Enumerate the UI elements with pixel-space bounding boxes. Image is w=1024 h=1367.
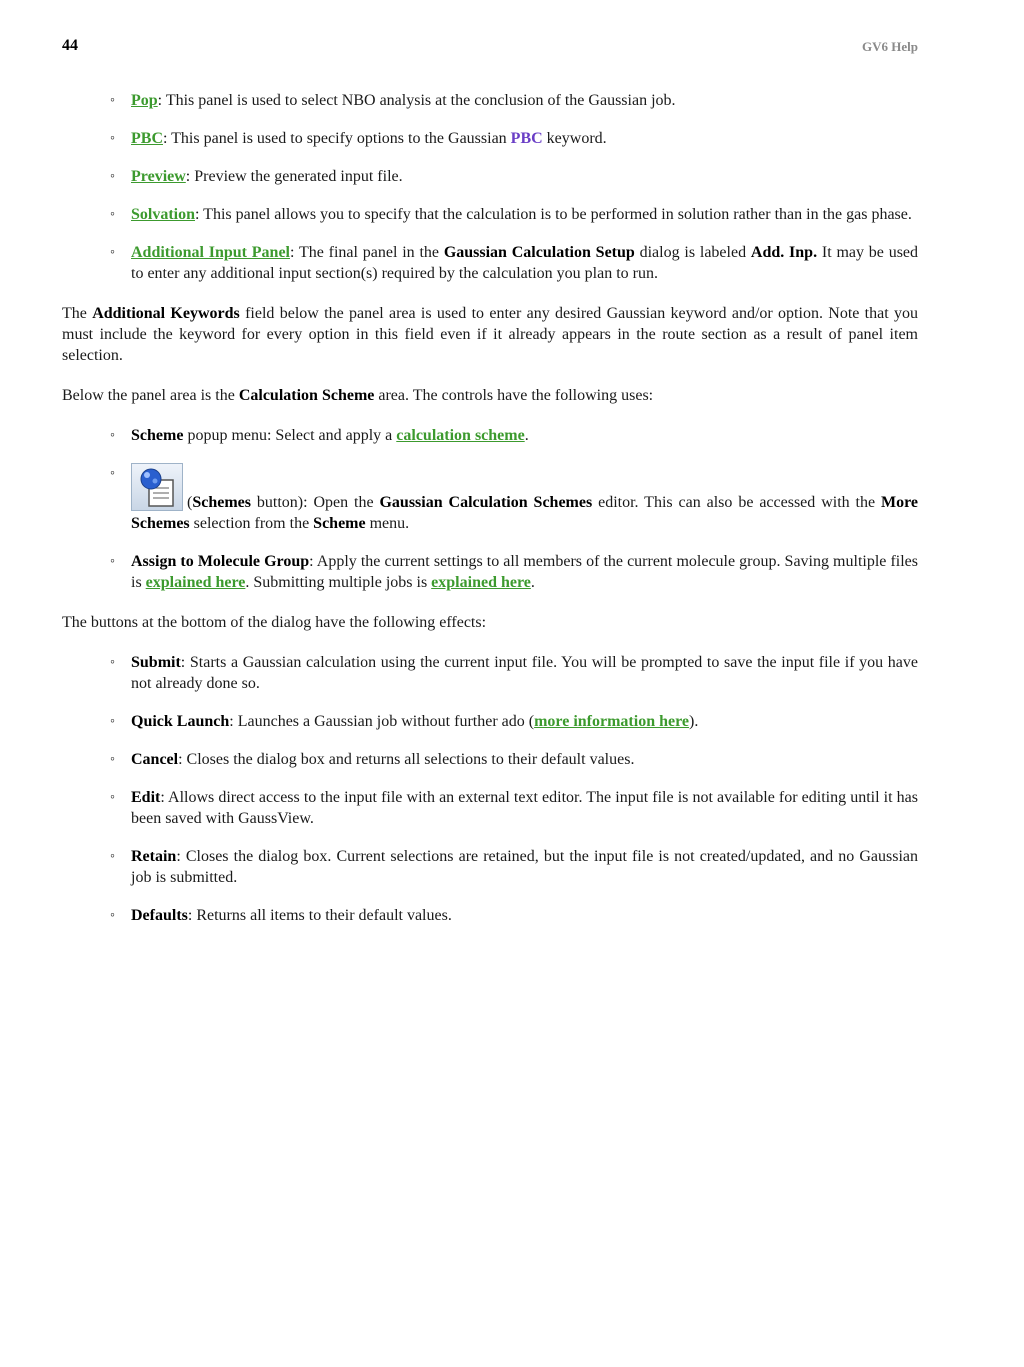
scheme-list (62, 425, 918, 593)
additional-keywords-paragraph (62, 303, 918, 366)
list-item (131, 128, 918, 149)
item-text: editor. This can also be accessed with the (592, 494, 881, 511)
pbc-keyword: PBC (510, 130, 543, 147)
more-information-link[interactable]: more information here (534, 713, 690, 730)
para-text: Below the panel area is the (62, 387, 239, 404)
list-item (131, 551, 918, 593)
list-item (131, 242, 918, 284)
list-item (131, 787, 918, 829)
bold-term: Schemes (192, 494, 251, 511)
item-text: button): Open the (250, 494, 380, 511)
page-body (62, 90, 918, 943)
bold-term: Calculation Scheme (238, 387, 375, 404)
calculation-scheme-paragraph (62, 385, 918, 406)
bold-term: Assign to Molecule Group (131, 553, 310, 570)
item-text: selection from the (189, 515, 314, 532)
bold-term: Add. Inp. (750, 244, 818, 261)
item-text: : Closes the dialog box and returns all selections to their default values. (178, 751, 635, 768)
bold-term: Additional Keywords (92, 305, 240, 322)
list-item (131, 166, 918, 187)
list-item (131, 749, 918, 770)
schemes-editor-icon[interactable] (131, 463, 183, 511)
item-text: It may be used to enter any additional input section(s) required by the calculation you plan to run. (131, 244, 919, 282)
buttons-list (62, 652, 918, 926)
para-text: The (62, 305, 93, 322)
item-text: : This panel allows you to specify that the calculation is to be performed in solution rather than in the gas phase. (195, 206, 912, 223)
additional-input-panel-link[interactable]: Additional Input Panel (131, 244, 290, 261)
item-text: ). (689, 713, 699, 730)
preview-link[interactable]: Preview (131, 168, 186, 185)
item-text: dialog is labeled (634, 244, 751, 261)
item-text: : Returns all items to their default values. (187, 907, 452, 924)
item-text: . Submitting multiple jobs is (245, 574, 432, 591)
item-text: . (530, 574, 535, 591)
bold-term: Cancel (131, 751, 179, 768)
bold-term: Quick Launch (131, 713, 230, 730)
list-item (131, 711, 918, 732)
item-text: : The final panel in the (290, 244, 444, 261)
bold-term: Edit (131, 789, 161, 806)
bold-term: More Schemes (131, 494, 919, 532)
list-item (131, 425, 918, 446)
pbc-link[interactable]: PBC (131, 130, 163, 147)
item-text: : Apply the current settings to all members of the current molecule group. Saving multiple files is (131, 553, 919, 591)
item-text: : Starts a Gaussian calculation using the current input file. You will be prompted to save the input file if you have not already done so. (131, 654, 918, 692)
list-item (131, 204, 918, 225)
item-text: : Launches a Gaussian job without further ado ( (229, 713, 535, 730)
bold-term: Gaussian Calculation Setup (443, 244, 635, 261)
item-text: : Allows direct access to the input file with an external text editor. The input file is not available for editing until it has been saved with GaussView. (131, 789, 918, 827)
bold-term: Retain (131, 848, 177, 865)
item-text: : Preview the generated input file. (185, 168, 403, 185)
page-header (62, 37, 918, 57)
para-text: area. The controls have the following uses: (374, 387, 654, 404)
page-number: 44 (62, 37, 78, 54)
list-item (131, 463, 918, 534)
item-text: : Closes the dialog box. Current selections are retained, but the input file is not created/updated, and no Gaussian job is submitted. (131, 848, 918, 886)
para-text: field below the panel area is used to enter any desired Gaussian keyword and/or option. Note that you must include the keyword for every option in this field even if it already appears in the route section as a result of panel item selection. (62, 305, 918, 364)
item-text: ( (187, 494, 193, 511)
calculation-scheme-link[interactable]: calculation scheme (396, 427, 525, 444)
item-text: menu. (365, 515, 410, 532)
panels-list (62, 90, 918, 284)
list-item (131, 905, 918, 926)
buttons-paragraph: The buttons at the bottom of the dialog have the following effects: (62, 614, 487, 631)
bold-term: Scheme (313, 515, 366, 532)
explained-here-saving-link[interactable]: explained here (145, 574, 246, 591)
list-item (131, 90, 918, 111)
bold-term: Scheme (131, 427, 184, 444)
item-text: : This panel is used to select NBO analysis at the conclusion of the Gaussian job. (157, 92, 676, 109)
item-text: : This panel is used to specify options to the Gaussian (163, 130, 511, 147)
bold-term: Submit (131, 654, 181, 671)
pop-link[interactable]: Pop (131, 92, 158, 109)
running-title: GV6 Help (862, 39, 918, 54)
item-text: keyword. (542, 130, 607, 147)
bold-term: Defaults (131, 907, 188, 924)
explained-here-submitting-link[interactable]: explained here (431, 574, 531, 591)
bold-term: Gaussian Calculation Schemes (379, 494, 593, 511)
solvation-link[interactable]: Solvation (131, 206, 196, 223)
list-item (131, 846, 918, 888)
item-text: popup menu: Select and apply a (183, 427, 397, 444)
list-item (131, 652, 918, 694)
item-text: . (524, 427, 529, 444)
